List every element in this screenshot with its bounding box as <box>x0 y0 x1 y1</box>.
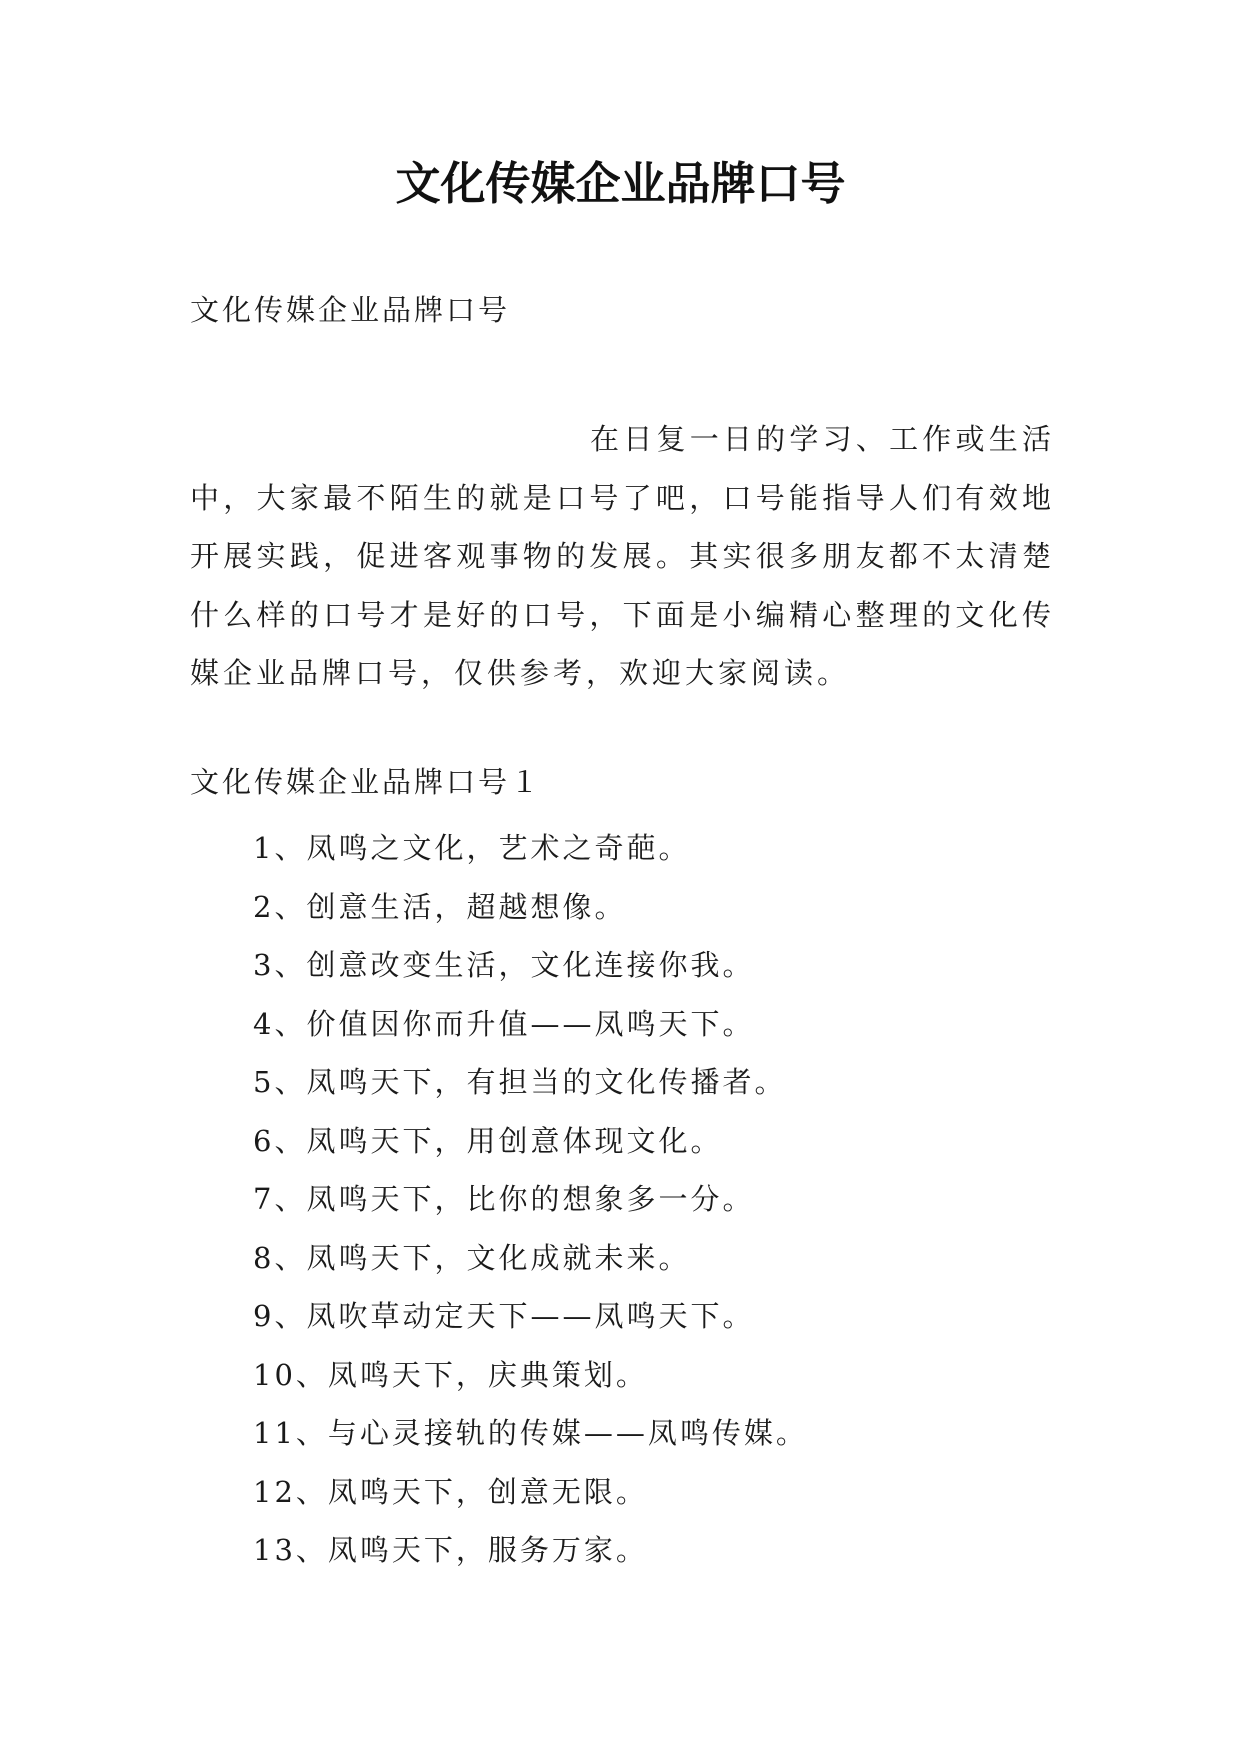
intro-paragraph: 在日复一日的学习、工作或生活中，大家最不陌生的就是口号了吧，口号能指导人们有效地开展实践，促进客观事物的发展。其实很多朋友都不太清楚什么样的口号才是好的口号，下面是小编精心整理的文化传媒企业品牌口号，仅供参考，欢迎大家阅读。 <box>190 422 1055 690</box>
slogan-item: 12、凤鸣天下，创意无限。 <box>253 1474 648 1509</box>
slogan-item: 7、凤鸣天下，比你的想象多一分。 <box>253 1182 755 1216</box>
slogan-item: 9、凤吹草动定天下——凤鸣天下。 <box>253 1299 755 1333</box>
slogan-item: 8、凤鸣天下，文化成就未来。 <box>253 1240 691 1275</box>
slogan-item: 2、创意生活，超越想像。 <box>253 889 627 924</box>
slogan-item: 5、凤鸣天下，有担当的文化传播者。 <box>253 1065 787 1099</box>
section-heading: 文化传媒企业品牌口号１ <box>190 765 543 799</box>
slogan-item: 1、凤鸣之文化，艺术之奇葩。 <box>253 831 691 865</box>
slogan-item: 11、与心灵接轨的传媒——凤鸣传媒。 <box>253 1416 808 1450</box>
slogan-list <box>253 819 808 1580</box>
slogan-item: 4、价值因你而升值——凤鸣天下。 <box>253 1006 755 1041</box>
slogan-item: 10、凤鸣天下，庆典策划。 <box>253 1357 648 1392</box>
slogan-item: 13、凤鸣天下，服务万家。 <box>253 1533 648 1567</box>
slogan-item: 6、凤鸣天下，用创意体现文化。 <box>253 1123 723 1158</box>
document-subtitle: 文化传媒企业品牌口号 <box>190 293 511 327</box>
slogan-item: 3、创意改变生活，文化连接你我。 <box>253 948 755 982</box>
document-title: 文化传媒企业品牌口号 <box>395 157 846 210</box>
